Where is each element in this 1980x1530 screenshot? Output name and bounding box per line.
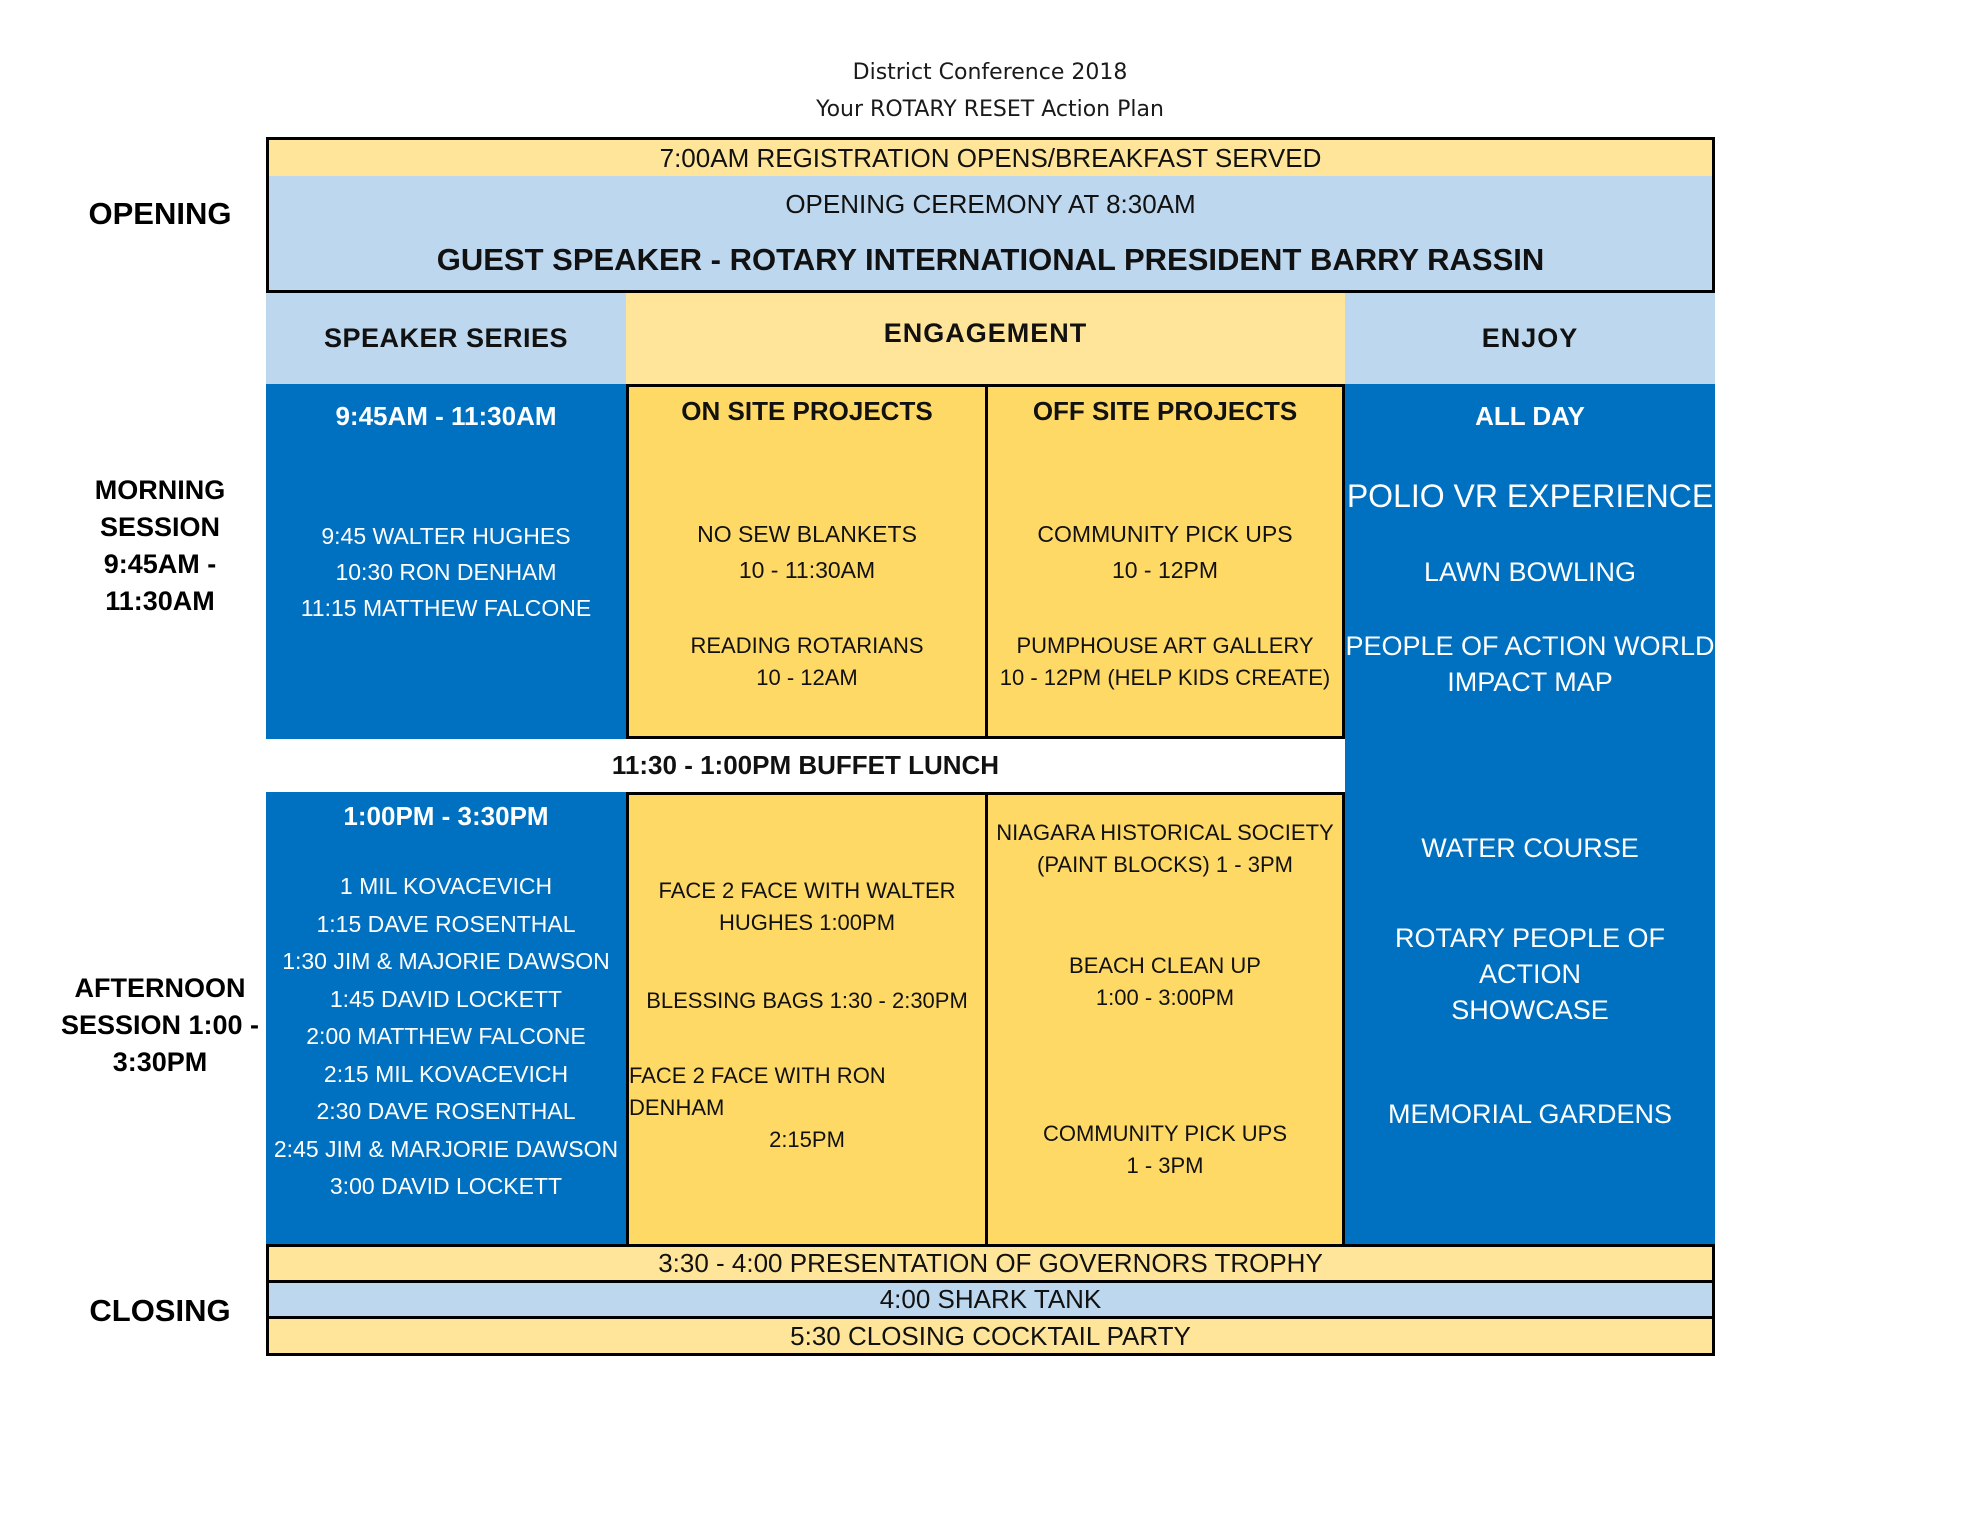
project-time: 10 - 12AM	[756, 665, 858, 690]
speaker-item: 2:45 JIM & MARJORIE DAWSON	[273, 1135, 619, 1162]
on-site-header	[626, 384, 988, 439]
closing-label: CLOSING	[89, 1293, 231, 1328]
project-line: FACE 2 FACE WITH RON DENHAM	[629, 1063, 886, 1120]
project-line: NIAGARA HISTORICAL SOCIETY	[996, 820, 1334, 845]
impact-map-line: IMPACT MAP	[1447, 667, 1613, 697]
guest-speaker	[269, 238, 1712, 282]
project-line: BEACH CLEAN UP	[1069, 953, 1261, 978]
engagement-header	[626, 293, 1345, 384]
speaker-item: 1:15 DAVE ROSENTHAL	[316, 910, 576, 937]
trophy-row	[266, 1244, 1715, 1283]
morning-label-line: 9:45AM -	[103, 549, 217, 579]
speaker-series-header	[266, 293, 626, 384]
afternoon-off-site	[985, 792, 1345, 1244]
project-line: FACE 2 FACE WITH WALTER	[658, 878, 956, 903]
document-header	[0, 54, 1980, 128]
speaker-item: 2:15 MIL KOVACEVICH	[323, 1060, 569, 1087]
registration-row	[266, 137, 1715, 176]
morning-on-site	[626, 436, 988, 739]
afternoon-off-site-item	[988, 1118, 1342, 1182]
enjoy-label: ENJOY	[1481, 323, 1579, 353]
project-line: 1:00 - 3:00PM	[1095, 985, 1235, 1010]
enjoy-showcase	[1345, 923, 1715, 1025]
project-line: BLESSING BAGS 1:30 - 2:30PM	[646, 988, 968, 1013]
opening-ceremony	[269, 186, 1712, 222]
cocktail-text: 5:30 CLOSING COCKTAIL PARTY	[790, 1320, 1191, 1351]
conference-title: District Conference 2018	[852, 60, 1128, 85]
showcase-line: SHOWCASE	[1451, 995, 1609, 1025]
morning-off-site-item	[988, 516, 1342, 588]
speaker-item: 9:45 WALTER HUGHES	[321, 523, 571, 549]
afternoon-on-site-item	[629, 875, 985, 939]
afternoon-speaker-list	[266, 868, 626, 1206]
afternoon-off-site-item	[988, 950, 1342, 1014]
morning-speaker-list	[266, 518, 626, 626]
morning-on-site-item	[629, 516, 985, 588]
shark-tank-text: 4:00 SHARK TANK	[879, 1284, 1102, 1314]
afternoon-off-site-item	[988, 817, 1342, 881]
afternoon-speaker-block	[266, 792, 626, 1244]
afternoon-on-site	[626, 792, 988, 1244]
speaker-item: 1 MIL KOVACEVICH	[339, 873, 553, 899]
afternoon-label-line: AFTERNOON	[74, 973, 246, 1003]
morning-label-line: 11:30AM	[105, 586, 215, 616]
afternoon-label-line: 3:30PM	[112, 1047, 208, 1077]
enjoy-lawn-bowling: LAWN BOWLING	[1423, 556, 1637, 587]
enjoy-polio: POLIO VR EXPERIENCE	[1346, 477, 1714, 514]
project-time: 10 - 11:30AM	[738, 557, 876, 583]
opening-label: OPENING	[88, 196, 232, 231]
enjoy-memorial-gardens: MEMORIAL GARDENS	[1387, 1098, 1673, 1129]
guest-speaker-text: GUEST SPEAKER - ROTARY INTERNATIONAL PRESIDENT BARRY RASSIN	[436, 242, 1545, 277]
engagement-label: ENGAGEMENT	[883, 318, 1088, 348]
project-title: PUMPHOUSE ART GALLERY	[1016, 633, 1314, 658]
shark-tank-row	[266, 1280, 1715, 1319]
morning-off-site	[985, 436, 1345, 739]
morning-session-label	[60, 472, 260, 620]
lunch-text: 11:30 - 1:00PM BUFFET LUNCH	[611, 750, 1000, 780]
project-title: NO SEW BLANKETS	[697, 521, 917, 547]
opening-ceremony-block	[266, 176, 1715, 293]
speaker-item: 3:00 DAVID LOCKETT	[329, 1173, 563, 1199]
morning-label-line: SESSION	[99, 512, 221, 542]
trophy-text: 3:30 - 4:00 PRESENTATION OF GOVERNORS TROPHY	[658, 1248, 1323, 1278]
registration-text: 7:00AM REGISTRATION OPENS/BREAKFAST SERVED	[659, 143, 1322, 173]
speaker-item: 2:00 MATTHEW FALCONE	[306, 1023, 586, 1049]
project-line: (PAINT BLOCKS) 1 - 3PM	[1037, 852, 1293, 877]
project-line: HUGHES 1:00PM	[718, 910, 896, 935]
morning-on-site-item	[629, 630, 985, 694]
action-plan-subtitle: Your ROTARY RESET Action Plan	[816, 97, 1164, 122]
morning-speaker-block	[266, 384, 626, 739]
on-site-label: ON SITE PROJECTS	[681, 396, 933, 426]
impact-map-line: PEOPLE OF ACTION WORLD	[1345, 631, 1715, 661]
showcase-line: ROTARY PEOPLE OF ACTION	[1394, 923, 1666, 989]
morning-off-site-item	[988, 630, 1342, 694]
afternoon-on-site-item	[629, 1060, 985, 1156]
enjoy-column	[1345, 384, 1715, 1244]
project-line: 2:15PM	[769, 1127, 845, 1152]
afternoon-speaker-time: 1:00PM - 3:30PM	[343, 800, 549, 831]
project-line: 1 - 3PM	[1126, 1153, 1204, 1178]
morning-speaker-time: 9:45AM - 11:30AM	[335, 400, 557, 431]
enjoy-header	[1345, 293, 1715, 384]
project-title: READING ROTARIANS	[690, 633, 924, 658]
project-title: COMMUNITY PICK UPS	[1037, 521, 1293, 547]
off-site-label: OFF SITE PROJECTS	[1032, 396, 1298, 426]
speaker-series-label: SPEAKER SERIES	[323, 323, 569, 353]
cocktail-row	[266, 1316, 1715, 1356]
afternoon-session-label	[55, 970, 265, 1081]
afternoon-label-line: SESSION 1:00 -	[60, 1010, 260, 1040]
speaker-item: 10:30 RON DENHAM	[335, 559, 557, 585]
project-time: 10 - 12PM (HELP KIDS CREATE)	[999, 665, 1331, 690]
morning-label-line: MORNING	[94, 475, 226, 505]
off-site-header	[985, 384, 1345, 439]
project-time: 10 - 12PM	[1111, 557, 1219, 583]
speaker-item: 2:30 DAVE ROSENTHAL	[316, 1098, 576, 1124]
opening-ceremony-text: OPENING CEREMONY AT 8:30AM	[785, 188, 1196, 219]
project-line: COMMUNITY PICK UPS	[1042, 1121, 1288, 1146]
enjoy-impact-map	[1345, 626, 1715, 702]
enjoy-time: ALL DAY	[1475, 400, 1585, 431]
enjoy-water-course: WATER COURSE	[1421, 832, 1639, 863]
speaker-item: 1:30 JIM & MAJORIE DAWSON	[282, 948, 610, 974]
speaker-item: 1:45 DAVID LOCKETT	[329, 985, 563, 1012]
speaker-item: 11:15 MATTHEW FALCONE	[300, 595, 592, 621]
afternoon-on-site-item	[629, 985, 985, 1017]
lunch-row	[266, 739, 1345, 792]
